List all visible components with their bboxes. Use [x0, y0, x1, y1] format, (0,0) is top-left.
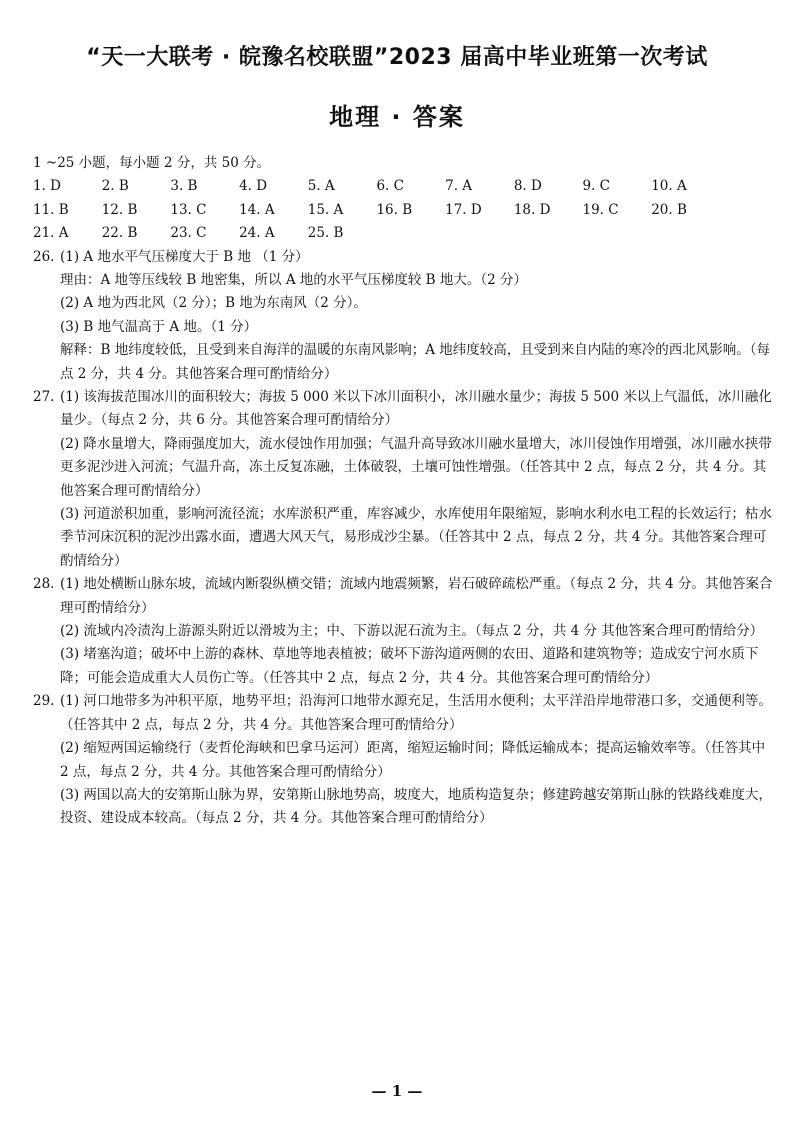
- mc-answers: [33, 175, 773, 245]
- question-28: [33, 573, 773, 690]
- mc-answer: 2. B: [101, 178, 129, 195]
- mc-answer: 9. C: [582, 178, 611, 195]
- mc-answer: 18. D: [513, 201, 551, 218]
- mc-answer: 16. B: [376, 201, 413, 218]
- mc-answer: 12. B: [101, 201, 138, 218]
- answer-line: 解释：B 地纬度较低，且受到来自海洋的温暖的东南风影响；A 地纬度较高，且受到来自内陆的寒冷的西北风影响。（每点 2 分，共 4 分。其他答案合理可酌情给分）: [60, 342, 771, 382]
- answer-line: (3) 河道淤积加重，影响河流径流；水库淤积严重，库容减少，水库使用年限缩短，影响水利水电工程的长效运行；枯水季节河床沉积的泥沙出露水面，遭遇大风天气，易形成沙尘暴。（任答其中 2 点，每点 2 分，共 4 分。其他答案合理可酌情给分）: [60, 506, 772, 569]
- mc-row-2: [33, 199, 773, 222]
- mc-intro: 1 ~25 小题，每小题 2 分，共 50 分。: [33, 155, 271, 171]
- mc-answer: 13. C: [170, 201, 207, 218]
- mc-answer: 1. D: [33, 178, 61, 195]
- mc-answer: 20. B: [651, 201, 687, 218]
- question-29: [33, 690, 773, 830]
- mc-answer: 7. A: [445, 178, 473, 195]
- answer-line: (2) 缩短两国运输绕行（麦哲伦海峡和巴拿马运河）距离，缩短运输时间；降低运输成本；提高运输效率等。（任答其中 2 点，每点 2 分，共 4 分。其他答案合理可酌情给分）: [60, 740, 766, 780]
- mc-answer: 19. C: [582, 201, 619, 218]
- page-title: “天一大联考 · 皖豫名校联盟”2023 届高中毕业班第一次考试: [86, 45, 708, 70]
- page-number: — 1 —: [371, 1082, 423, 1100]
- mc-answer: 10. A: [651, 178, 687, 195]
- mc-answer: 14. A: [239, 201, 275, 218]
- answer-line: (2) A 地为西北风（2 分）；B 地为东南风（2 分）。: [60, 295, 367, 312]
- answer-line: (1) 河口地带多为冲积平原，地势平坦；沿海河口地带水源充足，生活用水便利；太平洋沿岸地带港口多，交通便利等。（任答其中 2 点，每点 2 分，共 4 分。其他答案合理可酌情给分）: [60, 693, 772, 733]
- mc-answer: 11. B: [33, 201, 69, 218]
- answer-line: (2) 流域内冷渍沟上游源头附近以滑坡为主；中、下游以泥石流为主。（每点 2 分，共 4 分 其他答案合理可酌情给分）: [60, 623, 764, 640]
- question-number: 26.: [33, 248, 55, 265]
- mc-answer: 25. B: [307, 225, 344, 242]
- answer-line: (3) B 地气温高于 A 地。（1 分）: [60, 318, 258, 335]
- answer-body: [33, 152, 773, 831]
- page-subtitle: 地理 · 答案: [329, 103, 465, 131]
- mc-answer: 23. C: [170, 225, 207, 242]
- mc-answer: 5. A: [307, 178, 335, 195]
- mc-answer: 8. D: [513, 178, 542, 195]
- question-27: [33, 386, 773, 573]
- question-26: [33, 246, 773, 386]
- mc-answer: 15. A: [307, 201, 344, 218]
- answer-line: (1) A 地水平气压梯度大于 B 地 （1 分）: [60, 248, 309, 265]
- answer-line: (2) 降水量增大，降雨强度加大，流水侵蚀作用加强；气温升高导致冰川融水量增大，冰川侵蚀作用增强，冰川融水挟带更多泥沙进入河流；气温升高，冻土反复冻融，土体破裂，土壤可蚀性增强。（任答其中 2 点，每点 2 分，共 4 分。其他答案合理可酌情给分）: [60, 435, 772, 499]
- mc-answer: 4. D: [239, 178, 268, 195]
- mc-answer: 22. B: [101, 225, 138, 242]
- mc-row-3: [33, 222, 773, 245]
- answer-line: (1) 地处横断山脉东坡，流域内断裂纵横交错；流域内地震频繁，岩石破碎疏松严重。（每点 2 分，共 4 分。其他答案合理可酌情给分）: [60, 576, 773, 616]
- mc-answer: 17. D: [445, 201, 482, 218]
- mc-answer: 6. C: [376, 178, 404, 195]
- answer-line: (3) 堵塞沟道；破坏中上游的森林、草地等地表植被；破坏下游沟道两侧的农田、道路和建筑物等；造成安宁河水质下降；可能会造成重大人员伤亡等。（任答其中 2 点，每点 2 分，共 4 分。其他答案合理可酌情给分）: [60, 646, 759, 686]
- question-number: 29.: [33, 693, 55, 710]
- mc-row-1: [33, 175, 773, 198]
- answer-line: (1) 该海拔范围冰川的面积较大；海拔 5 000 米以下冰川面积小，冰川融水量少；海拔 5 500 米以上气温低，冰川融化量少。（每点 2 分，共 6 分。其他答案合理可酌情给分）: [60, 389, 772, 429]
- mc-answer: 3. B: [170, 178, 198, 195]
- question-number: 27.: [33, 389, 55, 406]
- answer-line: 理由：A 地等压线较 B 地密集，所以 A 地的水平气压梯度较 B 地大。（2 分）: [60, 271, 528, 288]
- question-number: 28.: [33, 576, 55, 593]
- mc-answer: 24. A: [239, 225, 275, 242]
- answer-line: (3) 两国以高大的安第斯山脉为界，安第斯山脉地势高，坡度大，地质构造复杂；修建跨越安第斯山脉的铁路线难度大，投资、建设成本较高。（每点 2 分，共 4 分。其他答案合理可酌情给分）: [60, 786, 772, 827]
- mc-answer: 21. A: [33, 225, 69, 242]
